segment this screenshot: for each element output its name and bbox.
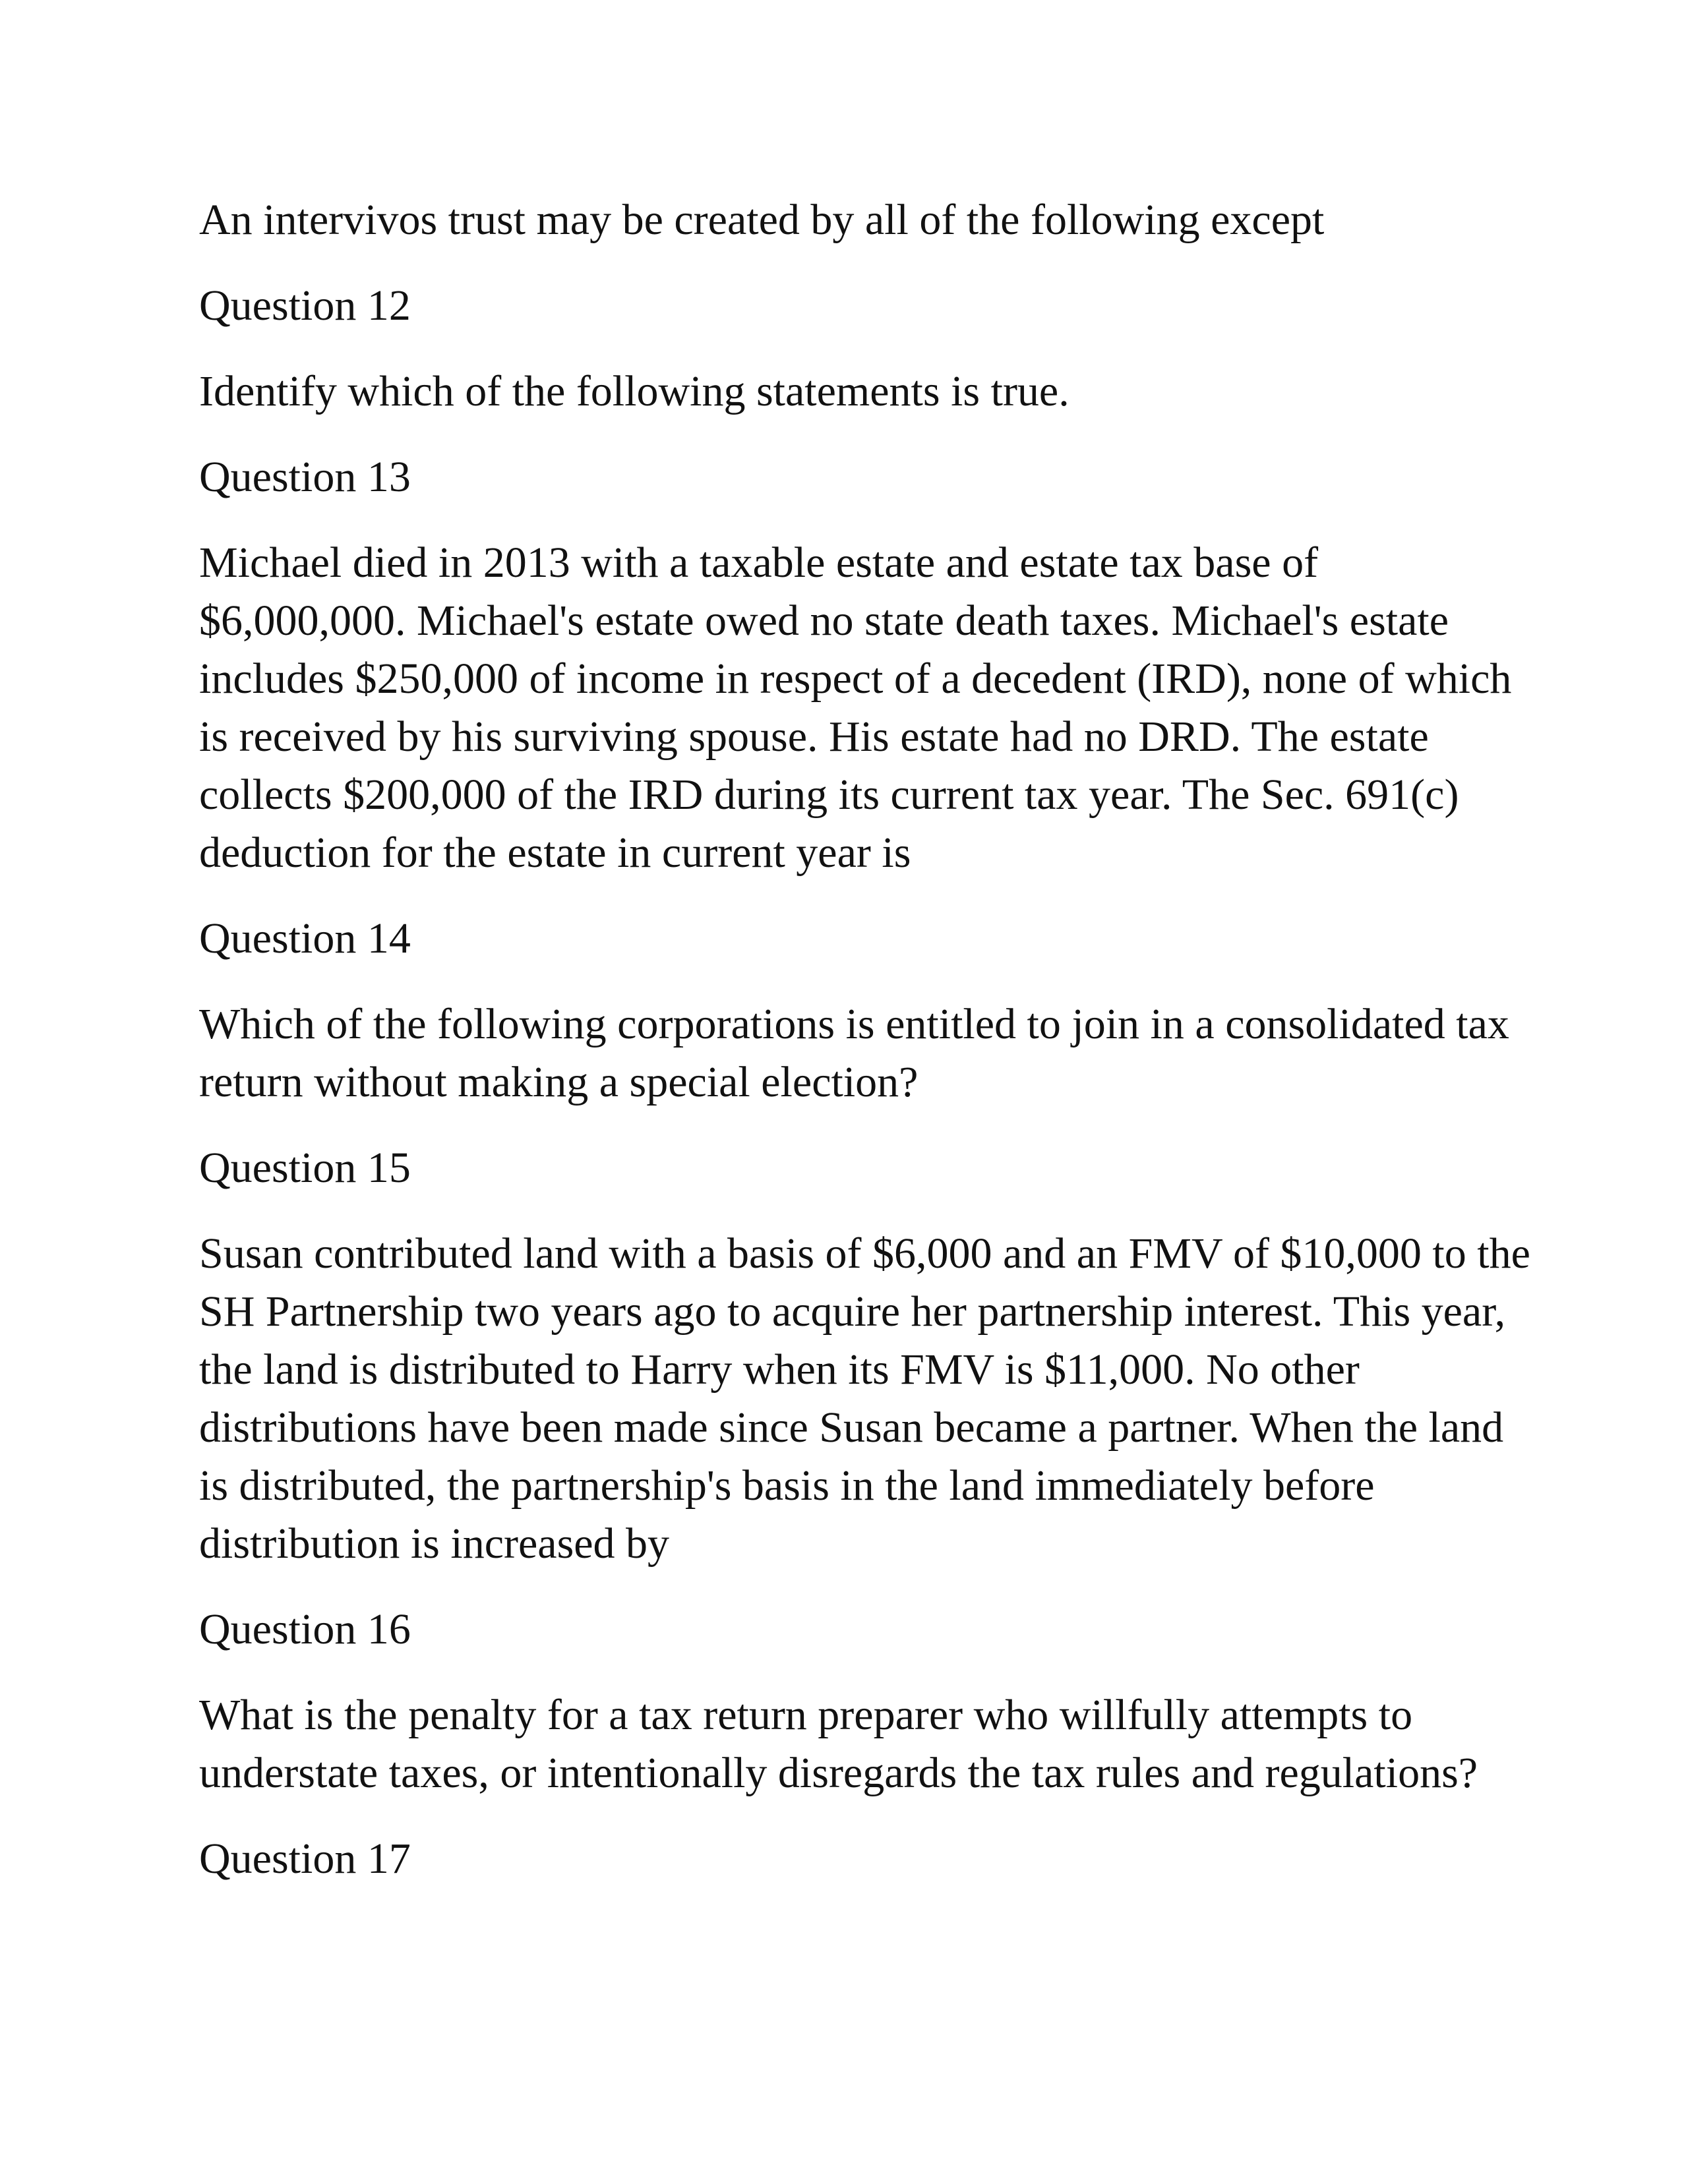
- question-15-text: Susan contributed land with a basis of $6,000 and an FMV of $10,000 to the SH Partnership two years ago to acquire her partnership interest. This year, the land is distributed to Harry when its FMV is $11,000. No other distributions have been made since Susan became a partner. When the land is distributed, the partnership's basis in the land immediately before distribution is increased by: [199, 1229, 1530, 1568]
- question-11-text: An intervivos trust may be created by all of the following except: [199, 196, 1325, 244]
- question-17-label: Question 17: [199, 1835, 411, 1883]
- question-15-label: Question 15: [199, 1144, 411, 1192]
- question-14-label: Question 14: [199, 914, 411, 962]
- question-16-text: What is the penalty for a tax return preparer who willfully attempts to understate taxes, or intentionally disregards the tax rules and regulations?: [199, 1691, 1478, 1797]
- question-16-label: Question 16: [199, 1605, 411, 1653]
- document-body: [199, 191, 1531, 1916]
- question-12-label: Question 12: [199, 281, 411, 330]
- question-13-label: Question 13: [199, 453, 411, 501]
- question-12-text: Identify which of the following statements is true.: [199, 367, 1070, 415]
- question-14-text: Which of the following corporations is entitled to join in a consolidated tax return without making a special election?: [199, 1000, 1509, 1106]
- question-13-text: Michael died in 2013 with a taxable estate and estate tax base of $6,000,000. Michael's estate owed no state death taxes. Michael's estate includes $250,000 of income in respect of a decedent (IRD), none of which is received by his surviving spouse. His estate had no DRD. The estate collects $200,000 of the IRD during its current tax year. The Sec. 691(c) deduction for the estate in current year is: [199, 539, 1512, 877]
